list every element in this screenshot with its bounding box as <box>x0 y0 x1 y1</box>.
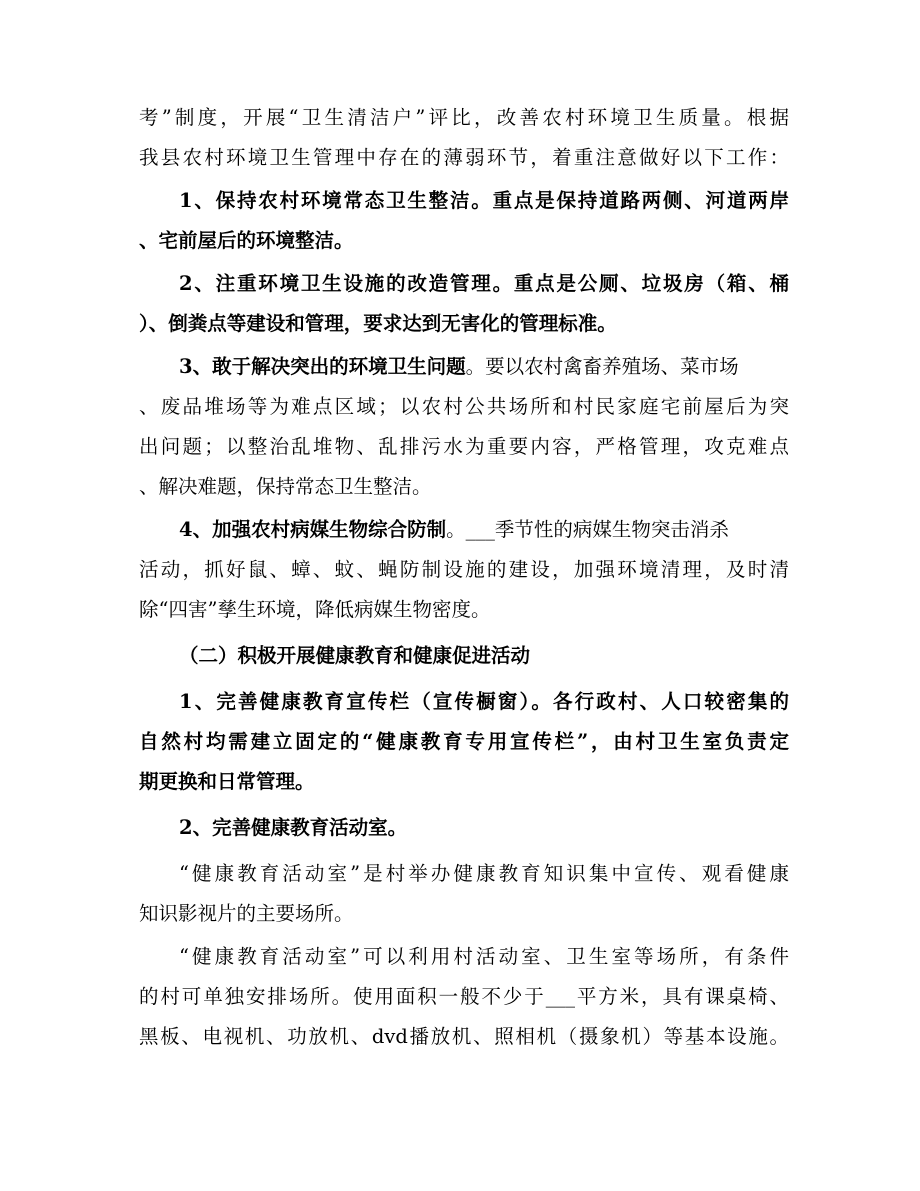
paragraph-line: 考”制度，开展“卫生清洁户”评比，改善农村环境卫生质量。根据 <box>139 106 789 129</box>
item-heading: 2、完善健康教育活动室。 <box>179 816 408 839</box>
paragraph-line: 我县农村环境卫生管理中存在的薄弱环节，着重注意做好以下工作： <box>139 146 789 169</box>
paragraph-line: 除“四害”孳生环境，降低病媒生物密度。 <box>139 598 491 621</box>
document-page <box>139 98 789 1057</box>
item-heading-continued: 期更换和日常管理。 <box>139 770 315 793</box>
paragraph-line: 黑板、电视机、功放机、dvd播放机、照相机（摄象机）等基本设施。 <box>139 1025 789 1048</box>
paragraph-line: “健康教育活动室”是村举办健康教育知识集中宣传、观看健康 <box>179 862 789 885</box>
paragraph-line: 、解决难题，保持常态卫生整洁。 <box>139 475 432 498</box>
paragraph-line: “健康教育活动室”可以利用村活动室、卫生室等场所，有条件 <box>179 945 789 968</box>
section-heading: （二）积极开展健康教育和健康促进活动 <box>179 644 531 667</box>
item-line-mixed <box>139 347 789 387</box>
item-heading-continued: 自然村均需建立固定的“健康教育专用宣传栏”，由村卫生室负责定 <box>139 730 789 753</box>
paragraph-line: 、废品堆场等为难点区域；以农村公共场所和村民家庭宅前屋后为突 <box>139 395 789 418</box>
paragraph-line: 知识影视片的主要场所。 <box>139 902 354 925</box>
item-heading-inline: 4、加强农村病媒生物综合防制 <box>179 518 447 541</box>
paragraph-line: 的村可单独安排场所。使用面积一般不少于___平方米，具有课桌椅、 <box>139 985 789 1008</box>
item-heading-continued: 、宅前屋后的环境整洁。 <box>139 229 354 252</box>
item-heading-inline: 3、敢于解决突出的环境卫生问题 <box>179 355 466 378</box>
paragraph-line: 活动，抓好鼠、蟑、蚊、蝇防制设施的建设，加强环境清理，及时清 <box>139 558 789 581</box>
item-heading-continued: ）、倒粪点等建设和管理，要求达到无害化的管理标准。 <box>139 312 617 335</box>
item-heading: 1、完善健康教育宣传栏（宣传橱窗）。各行政村、人口较密集的 <box>179 690 789 713</box>
item-body-inline: 。___季节性的病媒生物突击消杀 <box>446 518 729 541</box>
item-body-inline: 。要以农村禽畜养殖场、菜市场 <box>465 355 739 378</box>
paragraph-line: 出问题；以整治乱堆物、乱排污水为重要内容，严格管理，攻克难点 <box>139 435 789 458</box>
item-heading: 2、注重环境卫生设施的改造管理。重点是公厕、垃圾房（箱、桶 <box>179 272 789 295</box>
item-heading: 1、保持农村环境常态卫生整洁。重点是保持道路两侧、河道两岸 <box>179 189 789 212</box>
item-line-mixed <box>139 510 789 550</box>
